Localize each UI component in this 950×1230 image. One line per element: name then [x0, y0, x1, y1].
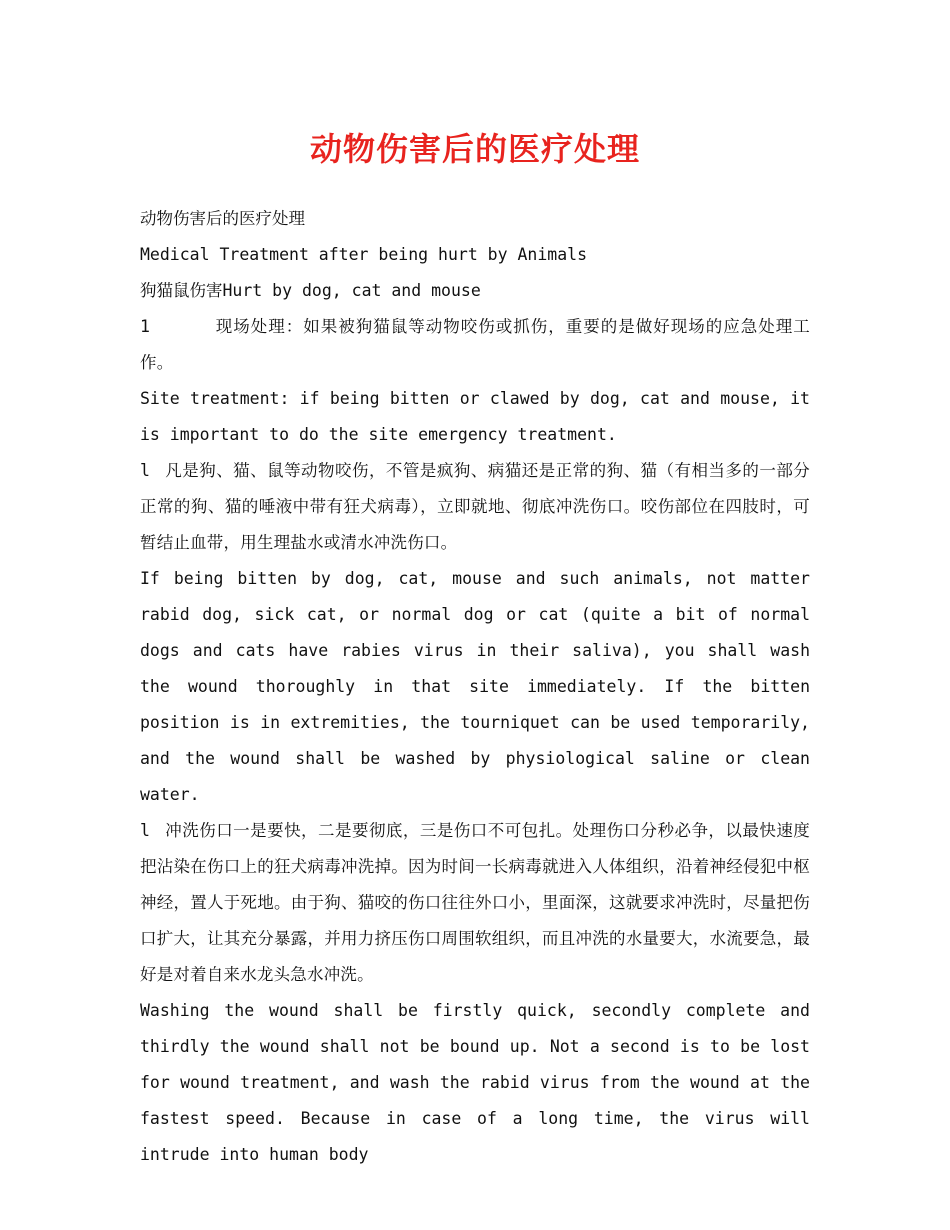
document-body	[140, 201, 810, 1173]
section-3-en: Washing the wound shall be firstly quick, secondly complete and thirdly the wound shall not be bound up. Not a second is to be lost for wound treatment, and wash the rabid virus from the wound at the fastest speed. Because in case of a long time, the virus will intrude into human body	[140, 1001, 810, 1164]
section-2-en: If being bitten by dog, cat, mouse and such animals, not matter rabid dog, sick cat, or normal dog or cat (quite a bit of normal dogs and cats have rabies virus in their saliva), you shall wash the wound thoroughly in that site immediately. If the bitten position is in extremities, the tourniquet can be used temporarily, and the wound shall be washed by physiological saline or clean water.	[140, 569, 810, 804]
subheading: 狗猫鼠伤害Hurt by dog, cat and mouse	[140, 281, 481, 300]
section-3-number: l	[140, 821, 151, 840]
heading-cn: 动物伤害后的医疗处理	[140, 209, 305, 228]
section-2-cn-text: 凡是狗、猫、鼠等动物咬伤，不管是疯狗、病猫还是正常的狗、猫（有相当多的一部分正常的狗、猫的唾液中带有狂犬病毒），立即就地、彻底冲洗伤口。咬伤部位在四肢时，可暂结止血带，用生理盐水或清水冲洗伤口。	[140, 461, 810, 552]
section-3-cn-text: 冲洗伤口一是要快，二是要彻底，三是伤口不可包扎。处理伤口分秒必争，以最快速度把沾染在伤口上的狂犬病毒冲洗掉。因为时间一长病毒就进入人体组织，沿着神经侵犯中枢神经，置人于死地。由于狗、猫咬的伤口往往外口小，里面深，这就要求冲洗时，尽量把伤口扩大，让其充分暴露，并用力挤压伤口周围软组织，而且冲洗的水量要大，水流要急，最好是对着自来水龙头急水冲洗。	[140, 821, 810, 984]
heading-en: Medical Treatment after being hurt by Animals	[140, 245, 588, 264]
section-3-cn	[140, 813, 810, 993]
section-1-cn	[140, 309, 810, 381]
section-2-cn	[140, 453, 810, 561]
document-title: 动物伤害后的医疗处理	[309, 130, 640, 168]
section-1-en: Site treatment: if being bitten or clawed by dog, cat and mouse, it is important to do the site emergency treatment.	[140, 389, 810, 444]
section-1-cn-text: 现场处理：如果被狗猫鼠等动物咬伤或抓伤，重要的是做好现场的应急处理工作。	[140, 317, 810, 372]
section-1-number: 1	[140, 317, 151, 336]
section-2-number: l	[140, 461, 151, 480]
